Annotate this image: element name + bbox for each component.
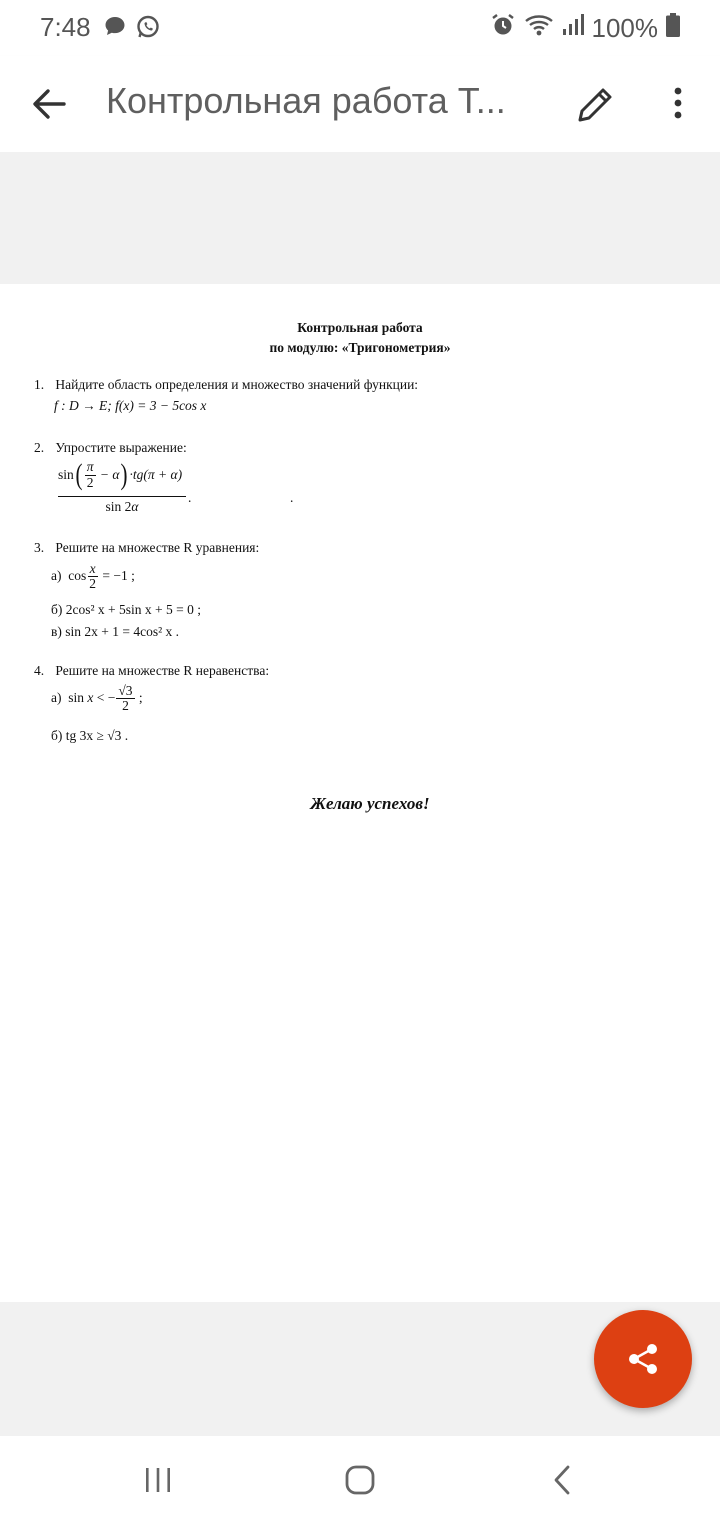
signal-icon (562, 13, 584, 44)
question-3 (34, 540, 259, 556)
recent-apps-button[interactable] (128, 1460, 188, 1500)
arrow-left-icon (26, 78, 74, 130)
question-text: Решите на множестве R уравнения: (55, 540, 260, 555)
question-2 (34, 440, 187, 456)
home-button[interactable] (330, 1460, 390, 1500)
edit-button[interactable] (572, 80, 620, 128)
whatsapp-icon (135, 14, 161, 45)
question-3-c: в) sin 2x + 1 = 4cos² x . (51, 624, 180, 639)
status-bar (0, 0, 720, 56)
battery-icon (666, 13, 680, 44)
question-text: Упростите выражение: (55, 440, 187, 455)
back-button[interactable] (26, 78, 74, 130)
question-4 (34, 663, 269, 679)
alarm-icon (490, 12, 516, 45)
document-page[interactable]: Контрольная работа по модулю: «Тригонометрия» 1. Найдите область определения и множество значений функции: f : D → E; f(x) = 3 − 5cos x 2. Упростите выражение: sin ( $\frac{\pi}{2}$ − α ) ·tg(π + α) sin 2α . . 3. Решите на множестве R уравнения: а) cos $\frac{x}{2}$ = −1 ; б) 2cos² x + 5sin x + 5 = 0 ; в) sin 2x + 1 = 4cos² x . 4. Решите на множестве R неравенства: а) sin x < − $\frac{√3}{2}$ ; б) tg 3x ≥ √3 . Желаю успехов! (0, 284, 720, 1302)
status-right-icons (490, 12, 681, 45)
more-options-button[interactable] (662, 80, 694, 128)
share-button[interactable] (594, 1310, 692, 1408)
question-text: Решите на множестве R неравенства: (55, 663, 270, 678)
notification-icons (103, 14, 161, 45)
back-nav-icon (550, 1464, 574, 1496)
question-4-a: а) sin x < − $\frac{√3}{2}$ ; (51, 683, 143, 714)
viewer-background-top (0, 152, 720, 284)
question-number: 2. (34, 440, 45, 455)
recent-apps-icon (143, 1466, 173, 1494)
more-vertical-icon (662, 80, 694, 128)
question-1-formula: f : D → E; f(x) = 3 − 5cos x (54, 398, 207, 413)
question-number: 3. (34, 540, 45, 555)
question-3-a: а) cos $\frac{x}{2}$ = −1 ; (51, 561, 135, 592)
question-1 (34, 377, 418, 393)
navigation-bar (0, 1436, 720, 1520)
back-nav-button[interactable] (532, 1460, 592, 1500)
question-number: 1. (34, 377, 45, 392)
app-bar (0, 56, 720, 152)
doc-title-line2: по модулю: «Тригонометрия» (269, 340, 451, 355)
question-2-expression: sin ( $\frac{\pi}{2}$ − α ) ·tg(π + α) sin 2α (58, 460, 186, 515)
battery-percent: 100% (591, 13, 658, 43)
question-text: Найдите область определения и множество значений функции: (55, 377, 419, 392)
doc-title-line1: Контрольная работа (297, 320, 423, 335)
pencil-icon (572, 80, 620, 128)
question-3-b: б) 2cos² x + 5sin x + 5 = 0 ; (51, 602, 202, 617)
chat-bubble-icon (103, 14, 127, 45)
share-icon (625, 1341, 661, 1377)
document-title: Контрольная работа Т... (106, 80, 506, 121)
question-number: 4. (34, 663, 45, 678)
closing-wish: Желаю успехов! (310, 794, 430, 813)
home-icon (344, 1464, 376, 1496)
wifi-icon (524, 12, 554, 45)
status-time: 7:48 (40, 12, 91, 42)
question-4-b: б) tg 3x ≥ √3 . (51, 728, 129, 743)
